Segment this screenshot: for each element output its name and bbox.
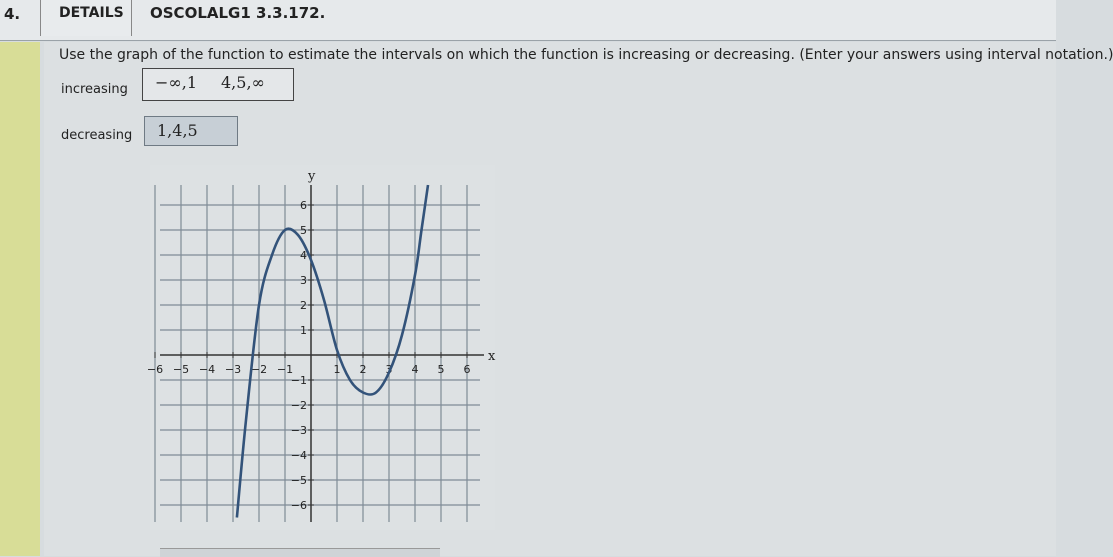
x-tick-label: −3 xyxy=(224,363,242,376)
y-tick-label: 6 xyxy=(300,199,307,212)
x-tick-label: 6 xyxy=(463,363,471,376)
y-tick-label: 3 xyxy=(300,274,307,287)
question-id: OSCOLALG1 3.3.172. xyxy=(150,4,326,22)
y-tick-label: −3 xyxy=(290,424,307,437)
y-tick-label: 1 xyxy=(300,324,307,337)
y-tick-label: 2 xyxy=(300,299,307,312)
question-number: 4. xyxy=(4,5,21,23)
function-graph xyxy=(146,165,496,530)
left-color-strip xyxy=(0,42,40,556)
x-axis-label: x xyxy=(488,349,496,364)
y-axis-label: y xyxy=(308,169,316,184)
y-tick-label: −2 xyxy=(290,399,307,412)
x-tick-label: 1 xyxy=(333,363,341,376)
x-tick-label: −2 xyxy=(250,363,268,376)
decreasing-value: 1,4,5 xyxy=(157,121,198,140)
increasing-input[interactable] xyxy=(142,68,294,101)
y-tick-label: 5 xyxy=(300,224,307,237)
x-tick-label: 3 xyxy=(385,363,393,376)
x-tick-label: −1 xyxy=(276,363,294,376)
x-tick-label: 5 xyxy=(437,363,445,376)
details-tab[interactable] xyxy=(40,0,132,36)
y-tick-label: −4 xyxy=(290,449,307,462)
increasing-value-2: 4,5,∞ xyxy=(221,73,265,92)
increasing-value-1: −∞,1 xyxy=(155,73,197,92)
x-tick-label: −5 xyxy=(172,363,190,376)
x-tick-label: 2 xyxy=(359,363,367,376)
decreasing-input[interactable] xyxy=(144,116,238,146)
x-tick-label: −6 xyxy=(146,363,164,376)
bottom-partial-link xyxy=(160,548,440,557)
x-tick-label: −4 xyxy=(198,363,216,376)
decreasing-label: decreasing xyxy=(61,128,133,143)
y-tick-label: −1 xyxy=(290,374,307,387)
y-tick-label: −5 xyxy=(290,474,307,487)
graph-background xyxy=(150,165,495,530)
instruction-text: Use the graph of the function to estimate the intervals on which the function is increasing or decreasing. (Enter your answers using interval notation.) xyxy=(59,47,1113,63)
increasing-label: increasing xyxy=(61,82,128,97)
y-tick-label: 4 xyxy=(300,249,307,262)
x-tick-label: 4 xyxy=(411,363,419,376)
y-tick-label: −6 xyxy=(290,499,307,512)
details-label: DETAILS xyxy=(59,5,124,21)
